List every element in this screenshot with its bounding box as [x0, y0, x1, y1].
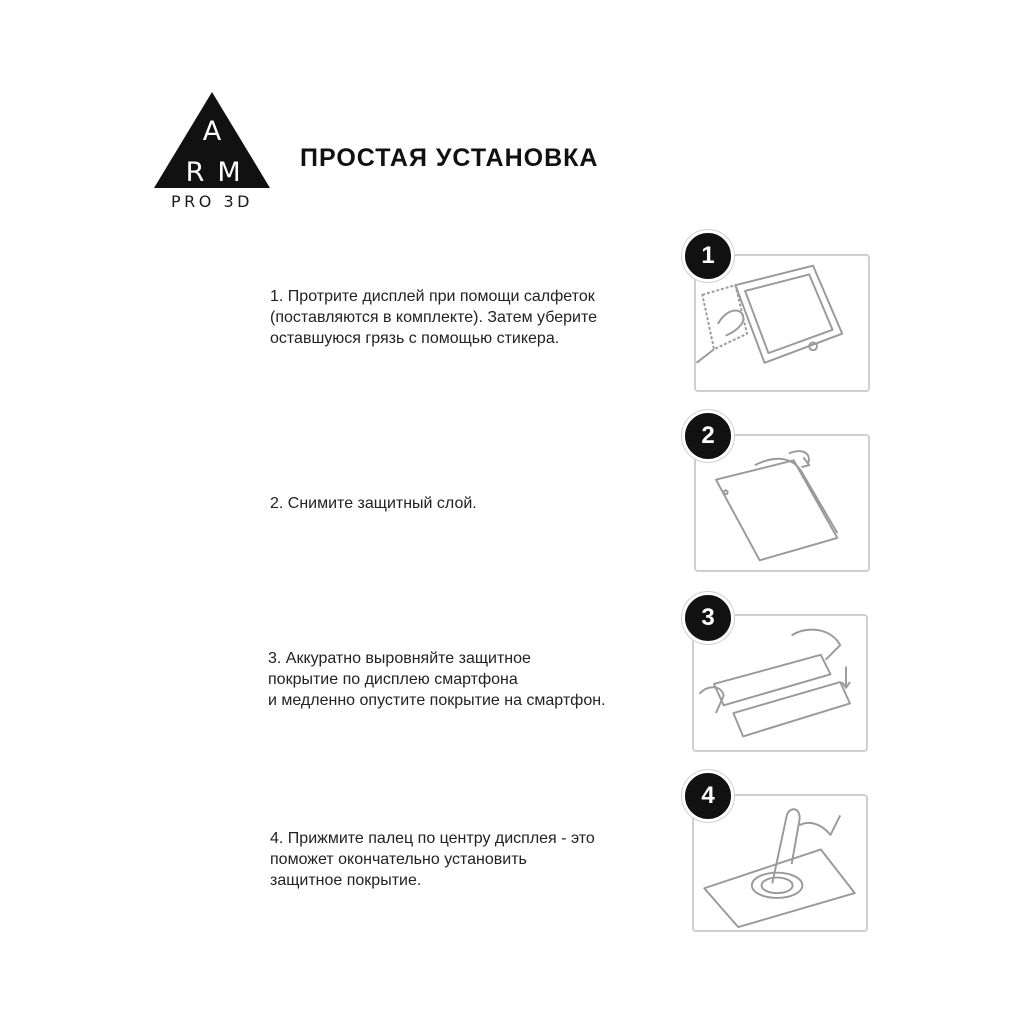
logo-letter-a: A [202, 116, 222, 147]
step-4-line: защитное покрытие. [270, 872, 422, 889]
logo-wordmark: PRO 3D [171, 192, 253, 211]
step-3-line: и медленно опустите покрытие на смартфон. [268, 692, 606, 709]
step-4-line: поможет окончательно установить [270, 851, 527, 868]
logo-letter-m: M [217, 157, 241, 188]
triangle-logo-icon [152, 90, 272, 190]
step-3-badge: 3 [682, 592, 734, 644]
step-1-text [270, 286, 690, 349]
brand-logo [152, 90, 272, 215]
step-1-line: 1. Протрите дисплей при помощи салфеток [270, 288, 595, 305]
step-3-line: 3. Аккуратно выровняйте защитное [268, 650, 531, 667]
page-title: ПРОСТАЯ УСТАНОВКА [300, 144, 599, 172]
step-4-badge: 4 [682, 770, 734, 822]
step-2-badge: 2 [682, 410, 734, 462]
step-1-line: (поставляются в комплекте). Затем уберите [270, 309, 597, 326]
step-2-line: 2. Снимите защитный слой. [270, 495, 477, 512]
step-4-text [270, 828, 690, 891]
logo-letter-r: R [185, 157, 205, 188]
step-1-line: оставшуюся грязь с помощью стикера. [270, 330, 560, 347]
step-2-text [270, 493, 690, 514]
step-3-line: покрытие по дисплею смартфона [268, 671, 518, 688]
step-1-badge: 1 [682, 230, 734, 282]
step-4-line: 4. Прижмите палец по центру дисплея - это [270, 830, 595, 847]
step-3-text [268, 648, 688, 711]
